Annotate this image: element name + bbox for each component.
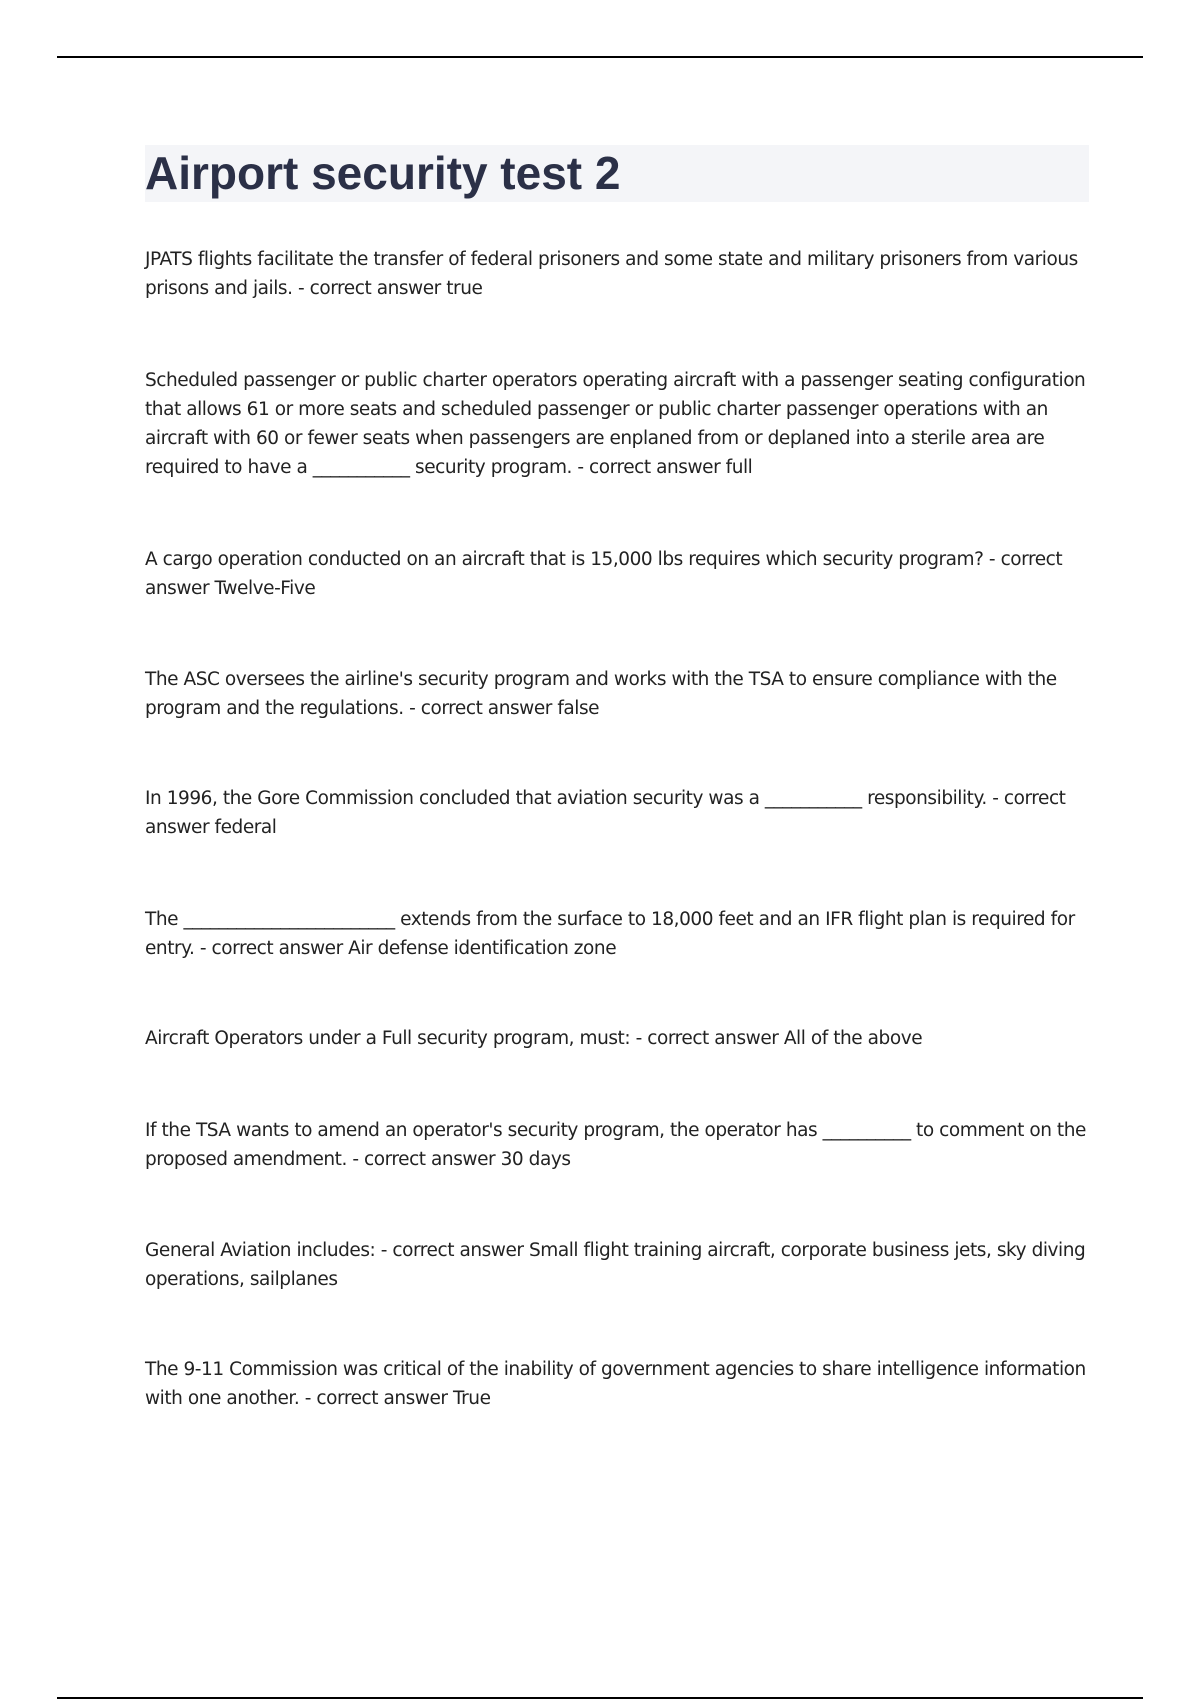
qa-item-6: The ________________________ extends from the surface to 18,000 feet and an IFR flight plan is required for entry. - correct answer Air defense identification zone — [145, 909, 1075, 959]
page-title: Airport security test 2 — [145, 147, 621, 199]
qa-item-4: The ASC oversees the airline's security program and works with the TSA to ensure compliance with the program and the regulations. - correct answer false — [145, 669, 1057, 719]
qa-item-5: In 1996, the Gore Commission concluded that aviation security was a ___________ responsibility. - correct answer federal — [145, 788, 1066, 838]
top-rule — [57, 56, 1143, 58]
qa-item-3: A cargo operation conducted on an aircraft that is 15,000 lbs requires which security program? - correct answer Twelve-Five — [145, 549, 1063, 599]
qa-item-7: Aircraft Operators under a Full security program, must: - correct answer All of the above — [145, 1028, 923, 1049]
qa-item-2: Scheduled passenger or public charter operators operating aircraft with a passenger seating configuration that allows 61 or more seats and scheduled passenger or public charter passenger operations with an aircraft with 60 or fewer seats when passengers are enplaned from or deplaned into a sterile area are required to have a ___________ security program. - correct answer full — [145, 370, 1086, 478]
qa-item-10: The 9-11 Commission was critical of the inability of government agencies to share intelligence information with one another. - correct answer True — [145, 1359, 1086, 1409]
bottom-rule — [57, 1697, 1143, 1699]
qa-item-9: General Aviation includes: - correct answer Small flight training aircraft, corporate business jets, sky diving operations, sailplanes — [145, 1240, 1086, 1290]
qa-item-8: If the TSA wants to amend an operator's security program, the operator has __________ to comment on the proposed amendment. - correct answer 30 days — [145, 1120, 1086, 1170]
qa-item-1: JPATS flights facilitate the transfer of federal prisoners and some state and military prisoners from various prisons and jails. - correct answer true — [145, 249, 1078, 299]
